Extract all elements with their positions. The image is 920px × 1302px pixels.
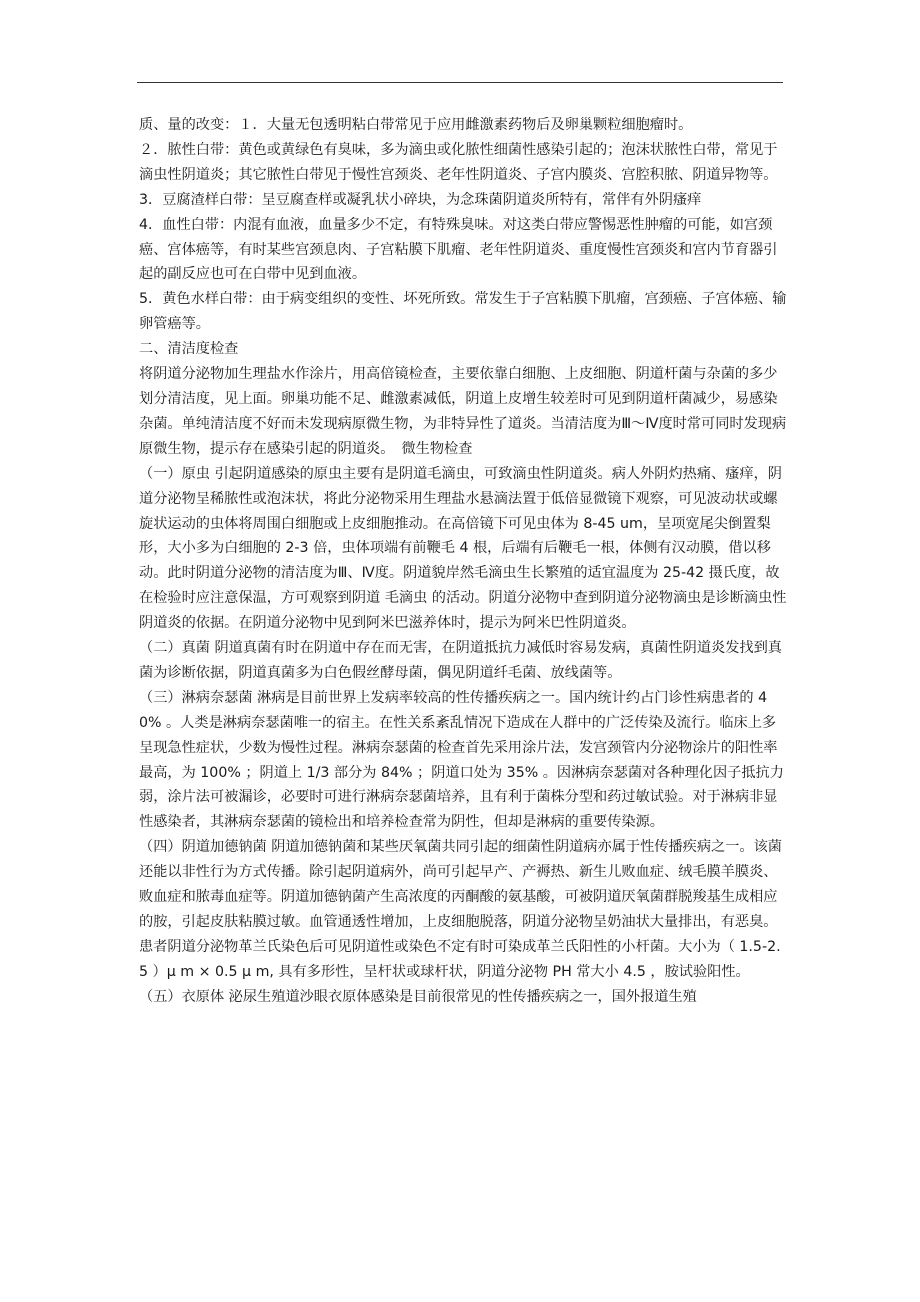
- document-body: [139, 113, 787, 1010]
- paragraph-purulent-discharge: ２．脓性白带：黄色或黄绿色有臭味，多为滴虫或化脓性细菌性感染引起的；泡沫状脓性白带，常见于滴虫性阴道炎；其它脓性白带见于慢性宫颈炎、老年性阴道炎、子宫内膜炎、宫腔积脓、阴道异物等。: [139, 141, 778, 183]
- paragraph-fungi: （二）真菌 阴道真菌有时在阴道中存在而无害，在阴道抵抗力减低时容易发病，真菌性阴道炎发找到真菌为诊断依据，阴道真菌多为白色假丝酵母菌，偶见阴道纤毛菌、放线菌等。: [139, 640, 782, 681]
- paragraph-cleanliness-exam: 将阴道分泌物加生理盐水作涂片，用高倍镜检查，主要依靠白细胞、上皮细胞、阴道杆菌与杂菌的多少划分清洁度，见上面。卵巢功能不足、雌激素减低，阴道上皮增生较差时可见到阴道杆菌减少，易感染杂菌。单纯清洁度不好而未发现病原微生物，为非特异性了道炎。当清洁度为Ⅲ～Ⅳ度时常可同时发现病原微生物，提示存在感染引起的阴道炎。 微生物检查: [139, 366, 787, 457]
- paragraph-chlamydia: （五）衣原体 泌尿生殖道沙眼衣原体感染是目前很常见的性传播疾病之一，国外报道生殖: [139, 988, 697, 1005]
- paragraph-quality-change: 质、量的改变：１．大量无包透明粘白带常见于应用雌激素药物后及卵巢颗粒细胞瘤时。: [139, 117, 693, 133]
- paragraph-bloody-discharge: 4．血性白带：内混有血液，血量多少不定，有特殊臭味。对这类白带应警惕恶性肿瘤的可能，如宫颈癌、宫体癌等，有时某些宫颈息肉、子宫粘膜下肌瘤、老年性阴道炎、重度慢性宫颈炎和宫内节育器引起的副反应也可在白带中见到血液。: [139, 216, 778, 283]
- section-heading-cleanliness: 二、清洁度检查: [139, 341, 239, 358]
- paragraph-curd-discharge: 3．豆腐渣样白带：呈豆腐查样或凝乳状小碎块，为念珠菌阴道炎所特有，常伴有外阴瘙痒: [139, 191, 702, 208]
- paragraph-gardnerella: （四）阴道加德钠菌 阴道加德钠菌和某些厌氧菌共同引起的细菌性阴道病亦属于性传播疾病之一。该菌还能以非性行为方式传播。除引起阴道病外，尚可引起早产、产褥热、新生儿败血症、绒毛膜羊膜炎、败血症和脓毒血症等。阴道加德钠菌产生高浓度的丙酮酸的氨基酸，可被阴道厌氧菌群脱羧基生成相应的胺，引起皮肤粘膜过敏。血管通透性增加，上皮细胞脱落，阴道分泌物呈奶油状大量排出，有恶臭。患者阴道分泌物革兰氏染色后可见阴道性或染色不定有时可染成革兰氏阳性的小杆菌。大小为（ 1.5-2.5 ）μ m × 0.5 μ m, 具有多形性，呈杆状或球杆状，阴道分泌物 PH 常大小 4.5 ，胺试验阳性。: [139, 839, 782, 980]
- header-rule: [137, 82, 783, 83]
- paragraph-gonorrhea: （三）淋病奈瑟菌 淋病是目前世界上发病率较高的性传播疾病之一。国内统计约占门诊性病患者的 40% 。人类是淋病奈瑟菌唯一的宿主。在性关系紊乱情况下造成在人群中的广泛传染及流行。临床上多呈现急性症状，少数为慢性过程。淋病奈瑟菌的检查首先采用涂片法，发宫颈管内分泌物涂片的阳性率最高，为 100% ；阴道上 1/3 部分为 84% ；阴道口处为 35% 。因淋病奈瑟菌对各种理化因子抵抗力弱，涂片法可被漏诊，必要时可进行淋病奈瑟菌培养，且有利于菌株分型和药过敏试验。对于淋病非显性感染者，其淋病奈瑟菌的镜检出和培养检查常为阴性，但却是淋病的重要传染源。: [139, 689, 784, 831]
- paragraph-watery-discharge: 5．黄色水样白带：由于病变组织的变性、坏死所致。常发生于子宫粘膜下肌瘤，宫颈癌、子宫体癌、输卵管癌等。: [139, 291, 787, 333]
- paragraph-protozoa: （一）原虫 引起阴道感染的原虫主要有是阴道毛滴虫，可致滴虫性阴道炎。病人外阴灼热痛、瘙痒，阴道分泌物呈稀脓性或泡沫状，将此分泌物采用生理盐水悬滴法置于低倍显微镜下观察，可见波动状或螺旋状运动的虫体将周围白细胞或上皮细胞推动。在高倍镜下可见虫体为 8-45 um，呈项宽尾尖倒置梨形，大小多为白细胞的 2-3 倍，虫体项端有前鞭毛 4 根，后端有后鞭毛一根，体侧有汉动膜，借以移动。此时阴道分泌物的清洁度为Ⅲ、Ⅳ度。阴道貌岸然毛滴虫生长繁殖的适宜温度为 25-42 摄氏度，故在检验时应注意保温，方可观察到阴道 毛滴虫 的活动。阴道分泌物中查到阴道分泌物滴虫是诊断滴虫性阴道炎的依据。在阴道分泌物中见到阿米巴滋养体时，提示为阿米巴性阴道炎。: [139, 465, 787, 632]
